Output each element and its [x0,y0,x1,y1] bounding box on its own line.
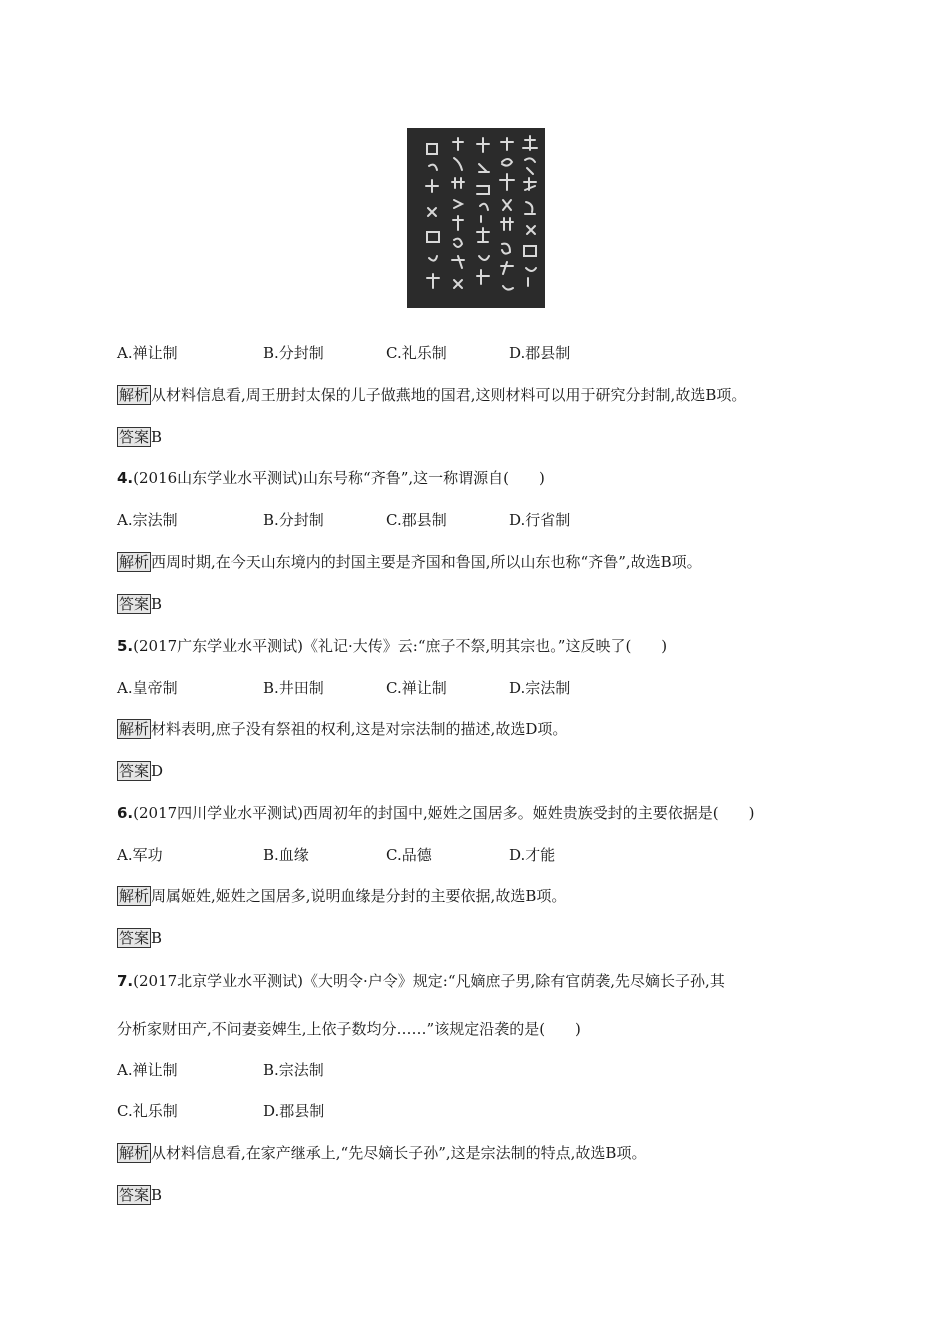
q7-answer [117,1185,162,1205]
q5-option-c: C.禅让制 [386,679,447,697]
q3-analysis-text: 从材料信息看,周王册封太保的儿子做燕地的国君,这则材料可以用于研究分封制,故选B项。 [151,386,747,404]
q3-answer-value: B [151,428,163,446]
q5-option-d: D.宗法制 [509,679,571,697]
q4-answer-value: B [151,595,163,613]
bronze-inscription-rubbing [407,128,545,308]
q5-stem [117,636,667,656]
q5-analysis-text: 材料表明,庶子没有祭祖的权利,这是对宗法制的描述,故选D项。 [151,720,568,738]
q3-option-a: A.禅让制 [117,344,178,362]
q6-option-a: A.军功 [117,846,163,864]
analysis-tag: 解析 [119,720,150,738]
q5-analysis [117,719,567,739]
q7-answer-value: B [151,1186,163,1204]
q7-stem-text-1: (2017北京学业水平测试)《大明令·户令》规定:“凡嫡庶子男,除有官荫袭,先尽嫡长子孙,其 [133,972,725,990]
q3-option-c: C.礼乐制 [386,344,447,362]
q7-stem-line1 [117,971,725,991]
q6-option-c: C.品德 [386,846,432,864]
q4-option-a: A.宗法制 [117,511,178,529]
analysis-tag: 解析 [119,553,150,571]
q4-answer [117,594,162,614]
analysis-tag: 解析 [119,887,150,905]
q7-number: 7. [117,972,134,990]
answer-tag: 答案 [119,595,150,613]
q7-stem-line2: 分析家财田产,不问妻妾婢生,上依子数均分……”该规定沿袭的是( ) [117,1020,581,1038]
q4-analysis-text: 西周时期,在今天山东境内的封国主要是齐国和鲁国,所以山东也称“齐鲁”,故选B项。 [151,553,702,571]
q6-answer [117,928,162,948]
q7-analysis-text: 从材料信息看,在家产继承上,“先尽嫡长子孙”,这是宗法制的特点,故选B项。 [151,1144,647,1162]
q7-option-c: C.礼乐制 [117,1102,178,1120]
q6-answer-value: B [151,929,163,947]
analysis-tag: 解析 [119,1144,150,1162]
answer-tag: 答案 [119,428,150,446]
q3-option-b: B.分封制 [263,344,324,362]
q5-option-a: A.皇帝制 [117,679,178,697]
q5-answer-value: D [151,762,164,780]
q5-option-b: B.井田制 [263,679,324,697]
q5-stem-text: (2017广东学业水平测试)《礼记·大传》云:“庶子不祭,明其宗也。”这反映了( ) [133,637,668,655]
analysis-tag: 解析 [119,386,150,404]
q6-option-b: B.血缘 [263,846,309,864]
answer-tag: 答案 [119,1186,150,1204]
q6-number: 6. [117,804,134,822]
q6-stem-text: (2017四川学业水平测试)西周初年的封国中,姬姓之国居多。姬姓贵族受封的主要依据是( ) [133,804,755,822]
answer-tag: 答案 [119,929,150,947]
q6-analysis-text: 周属姬姓,姬姓之国居多,说明血缘是分封的主要依据,故选B项。 [151,887,567,905]
q4-option-c: C.郡县制 [386,511,447,529]
q6-option-d: D.才能 [509,846,556,864]
q7-option-a: A.禅让制 [117,1061,178,1079]
q6-stem [117,803,755,823]
rubbing-glyphs [407,128,545,308]
answer-tag: 答案 [119,762,150,780]
q7-analysis [117,1143,646,1163]
q7-option-b: B.宗法制 [263,1061,324,1079]
q4-stem [117,468,545,488]
q4-option-b: B.分封制 [263,511,324,529]
q4-option-d: D.行省制 [509,511,571,529]
q5-number: 5. [117,637,134,655]
q4-stem-text: (2016山东学业水平测试)山东号称“齐鲁”,这一称谓源自( ) [133,469,545,487]
q6-analysis [117,886,566,906]
q7-option-d: D.郡县制 [263,1102,325,1120]
q5-answer [117,761,163,781]
q3-answer [117,427,162,447]
q3-analysis [117,385,746,405]
q4-analysis [117,552,702,572]
q4-number: 4. [117,469,134,487]
q3-option-d: D.郡县制 [509,344,571,362]
